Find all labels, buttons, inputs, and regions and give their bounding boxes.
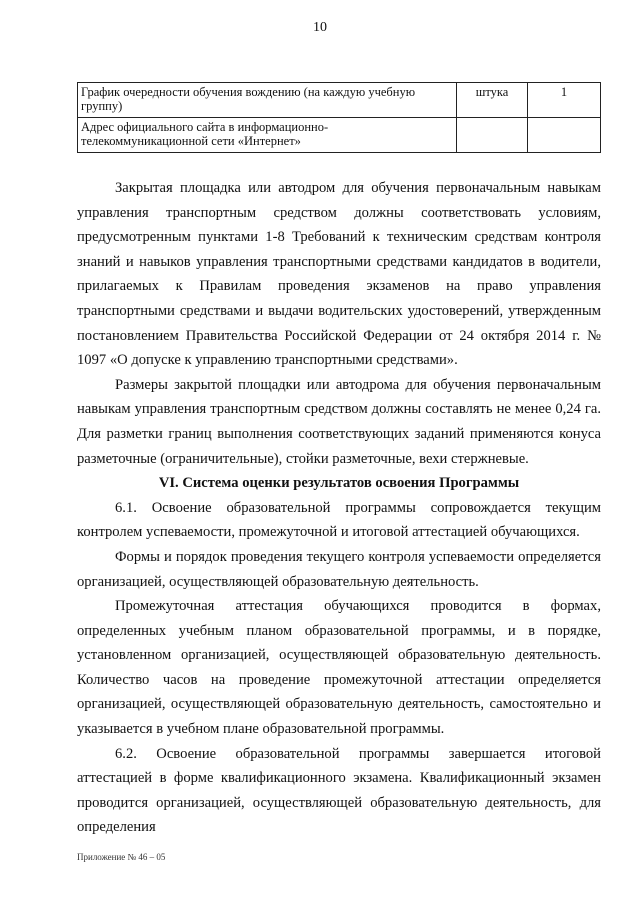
- table-cell-qty: 1: [528, 83, 601, 118]
- table-row: [78, 118, 601, 153]
- table-cell-unit: [457, 118, 528, 153]
- paragraph-control-forms: Формы и порядок проведения текущего контроля успеваемости определяется организацией, осуществляющей образовательную деятельность.: [77, 548, 601, 590]
- table-row: [78, 83, 601, 118]
- table-cell-name: Адрес официального сайта в информационно-телекоммуникационной сети «Интернет»: [78, 118, 457, 153]
- paragraph-6-2: 6.2. Освоение образовательной программы завершается итоговой аттестацией в форме квалификационного экзамена. Квалификационный экзамен проводится организацией, осуществляющей образовательную деятельность, для определения: [77, 745, 601, 836]
- table-cell-name: График очередности обучения вождению (на каждую учебную группу): [78, 83, 457, 118]
- paragraph-ground-size: Размеры закрытой площадки или автодрома для обучения первоначальным навыкам управления транспортным средством должны составлять не менее 0,24 га. Для разметки границ выполнения соответствующих заданий применяются конуса разметочные (ограничительные), стойки разметочные, вехи стержневые.: [77, 376, 601, 467]
- table-cell-qty: [528, 118, 601, 153]
- document-body: [77, 176, 601, 840]
- paragraph-6-1: 6.1. Освоение образовательной программы сопровождается текущим контролем успеваемости, промежуточной и итоговой аттестацией обучающихся.: [77, 499, 601, 541]
- paragraph-intermediate-attestation: Промежуточная аттестация обучающихся проводится в формах, определенных учебным планом образовательной программы, и в порядке, установленном организацией, осуществляющей образовательную деятельность. Количество часов на проведение промежуточной аттестации определяется организацией, осуществляющей образовательную деятельность, самостоятельно и указывается в учебном плане образовательной программы.: [77, 598, 601, 738]
- section-heading: VI. Система оценки результатов освоения Программы: [158, 475, 520, 492]
- table-cell-unit: штука: [457, 83, 528, 118]
- page-number: 10: [313, 20, 327, 35]
- page-footer: Приложение № 46 – 05: [77, 852, 166, 862]
- paragraph-training-ground: Закрытая площадка или автодром для обучения первоначальным навыкам управления транспортным средством должны соответствовать условиям, предусмотренным пунктами 1-8 Требований к техническим средствам контроля знаний и навыков управления транспортными средствами кандидатов в водители, прилагаемых к Правилам проведения экзаменов на право управления транспортными средствами и выдачи водительских удостоверений, утвержденным постановлением Правительства Российской Федерации от 24 октября 2014 г. № 1097 «О допуске к управлению транспортными средствами».: [77, 180, 601, 369]
- equipment-table: [77, 82, 601, 153]
